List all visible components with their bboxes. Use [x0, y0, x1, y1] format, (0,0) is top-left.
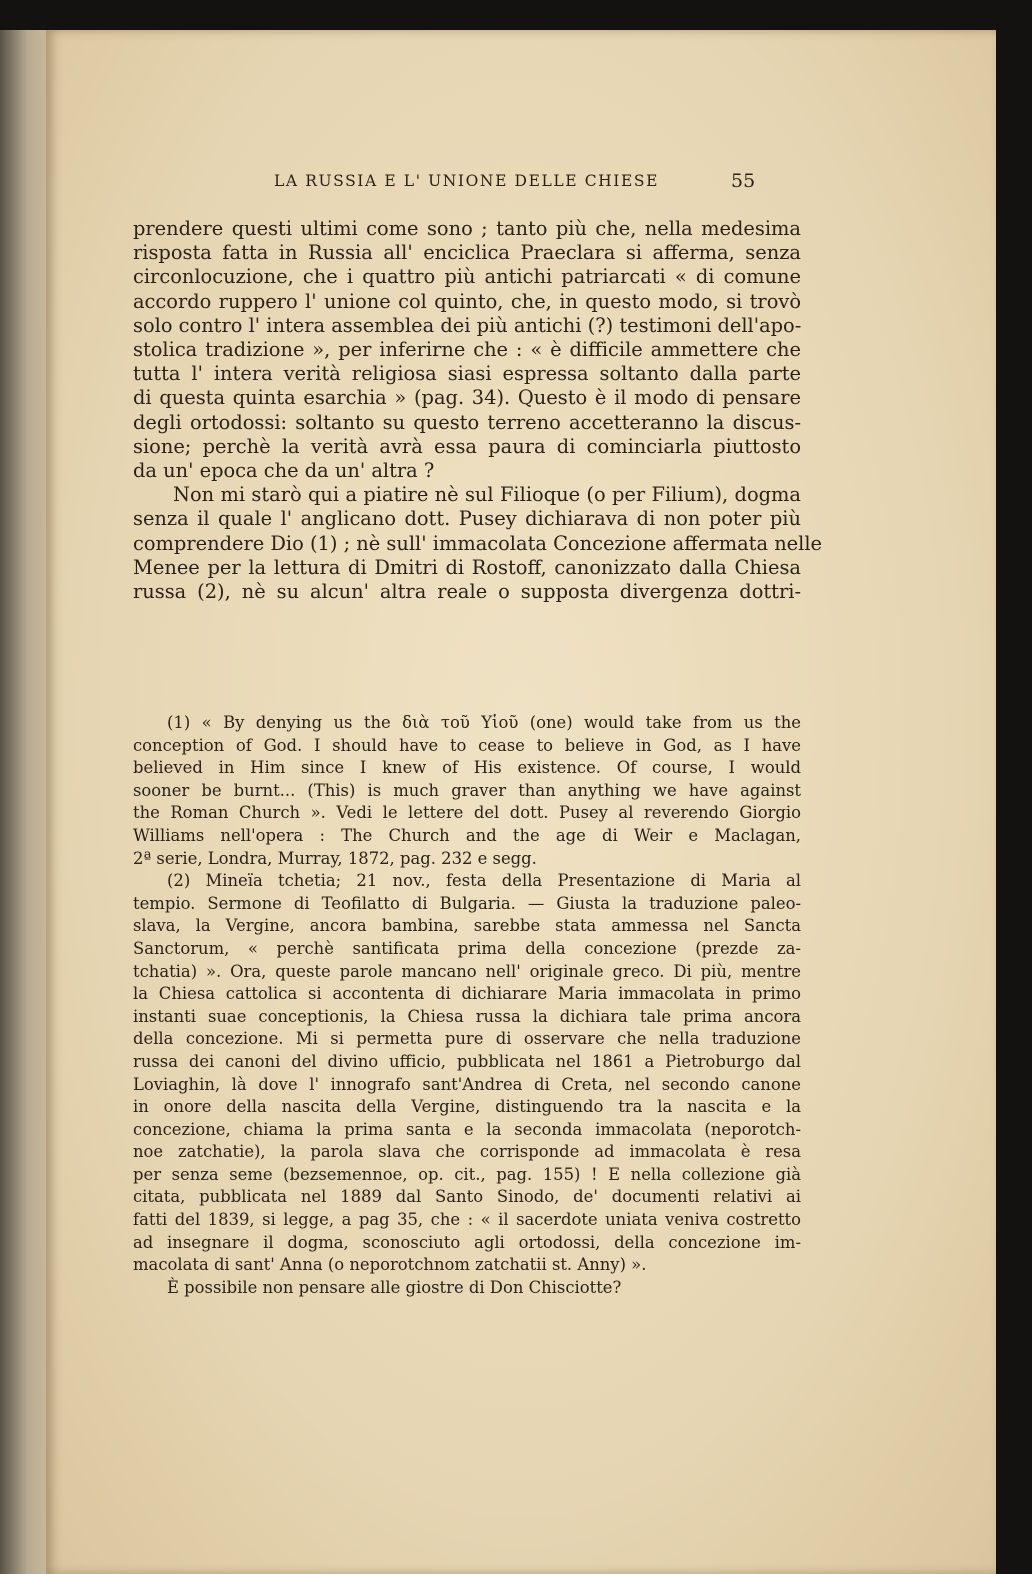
footnote-line: fatti del 1839, si legge, a pag 35, che : « il sacerdote uniata veniva costretto [133, 1210, 801, 1230]
footnote-line: (1) « By denying us the διὰ τοῦ Υἱοῦ (one) would take from us the [167, 713, 801, 732]
footnote-line: della concezione. Mi si permetta pure di osservare che nella traduzione [133, 1029, 801, 1049]
text-line: comprendere Dio (1) ; nè sull' immacolata Concezione affermata nelle [133, 531, 823, 555]
text-line: Non mi starò qui a piatire nè sul Filioque (o per Filium), dogma [173, 483, 801, 507]
text-line: da un' epoca che da un' altra ? [133, 459, 435, 483]
text-line: senza il quale l' anglicano dott. Pusey dichiarava di non poter più [133, 507, 801, 531]
footnote-line: conception of God. I should have to cease to believe in God, as I have [133, 735, 801, 755]
running-title: LA RUSSIA E L' UNIONE DELLE CHIESE [274, 172, 660, 190]
footnote-line: noe zatchatie), la parola slava che corrisponde ad immacolata è resa [133, 1142, 801, 1162]
footnote-line: tchatia) ». Ora, queste parole mancano nell' originale greco. Di più, mentre [133, 961, 801, 981]
footnote-line: the Roman Church ». Vedi le lettere del dott. Pusey al reverendo Giorgio [133, 803, 801, 823]
footnote-line: citata, pubblicata nel 1889 dal Santo Sinodo, de' documenti relativi ai [133, 1187, 801, 1207]
footnote-line: concezione, chiama la prima santa e la seconda immacolata (neporotch- [133, 1119, 801, 1139]
footnote-line: instanti suae conceptionis, la Chiesa russa la dichiara tale prima ancora [133, 1006, 801, 1026]
footnotes [133, 712, 801, 1299]
page-number: 55 [731, 170, 756, 192]
book-page [46, 30, 996, 1574]
footnote-line: believed in Him since I knew of His existence. Of course, I would [133, 758, 801, 778]
main-text [133, 217, 823, 604]
text-line: di questa quinta esarchia » (pag. 34). Questo è il modo di pensare [133, 386, 801, 410]
footnote-line: la Chiesa cattolica si accontenta di dichiarare Maria immacolata in primo [133, 984, 801, 1004]
text-line: russa (2), nè su alcun' altra reale o supposta divergenza dottri- [133, 580, 801, 604]
text-line: stolica tradizione », per inferirne che : « è difficile ammettere che [133, 338, 801, 362]
text-line: degli ortodossi: soltanto su questo terreno accetteranno la discus- [133, 410, 801, 434]
text-line: circonlocuzione, che i quattro più antichi patriarcati « di comune [133, 265, 801, 289]
footnote-line: Williams nell'opera : The Church and the age di Weir e Maclagan, [133, 825, 801, 845]
footnote-line: Sanctorum, « perchè santificata prima della concezione (prezde za- [133, 938, 801, 958]
footnote-line: sooner be burnt... (This) is much graver than anything we have against [133, 780, 801, 800]
footnote-line: per senza seme (bezsemennoe, op. cit., pag. 155) ! E nella collezione già [133, 1164, 801, 1184]
footnote-line: 2ª serie, Londra, Murray, 1872, pag. 232 e segg. [133, 848, 537, 868]
text-line: risposta fatta in Russia all' enciclica Praeclara si afferma, senza [133, 241, 801, 265]
text-line: sione; perchè la verità avrà essa paura di cominciarla piuttosto [133, 434, 801, 458]
footnote-line: Loviaghin, là dove l' innografo sant'Andrea di Creta, nel secondo canone [133, 1074, 801, 1094]
footnote-line: tempio. Sermone di Teofilatto di Bulgaria. — Giusta la traduzione paleo- [133, 893, 801, 913]
text-line: solo contro l' intera assemblea dei più antichi (?) testimoni dell'apo- [133, 313, 802, 337]
text-line: accordo ruppero l' unione col quinto, che, in questo modo, si trovò [133, 289, 801, 313]
text-line: prendere questi ultimi come sono ; tanto più che, nella medesima [133, 217, 801, 240]
text-line: Menee per la lettura di Dmitri di Rostoff, canonizzato dalla Chiesa [133, 555, 801, 579]
footnote-line: ad insegnare il dogma, sconosciuto agli ortodossi, della concezione im- [133, 1232, 801, 1252]
footnote-line: (2) Mineïa tchetia; 21 nov., festa della Presentazione di Maria al [167, 871, 801, 891]
footnote-line: È possibile non pensare alle giostre di Don Chisciotte? [167, 1277, 622, 1297]
text-line: tutta l' intera verità religiosa siasi espressa soltanto dalla parte [133, 362, 801, 386]
footnote-line: in onore della nascita della Vergine, distinguendo tra la nascita e la [133, 1097, 801, 1117]
footnote-line: russa dei canoni del divino ufficio, pubblicata nel 1861 a Pietroburgo dal [133, 1051, 801, 1071]
footnote-line: slava, la Vergine, ancora bambina, sarebbe stata ammessa nel Sancta [133, 916, 801, 936]
footnote-line: macolata di sant' Anna (o neporotchnom zatchatii st. Anny) ». [133, 1255, 647, 1275]
